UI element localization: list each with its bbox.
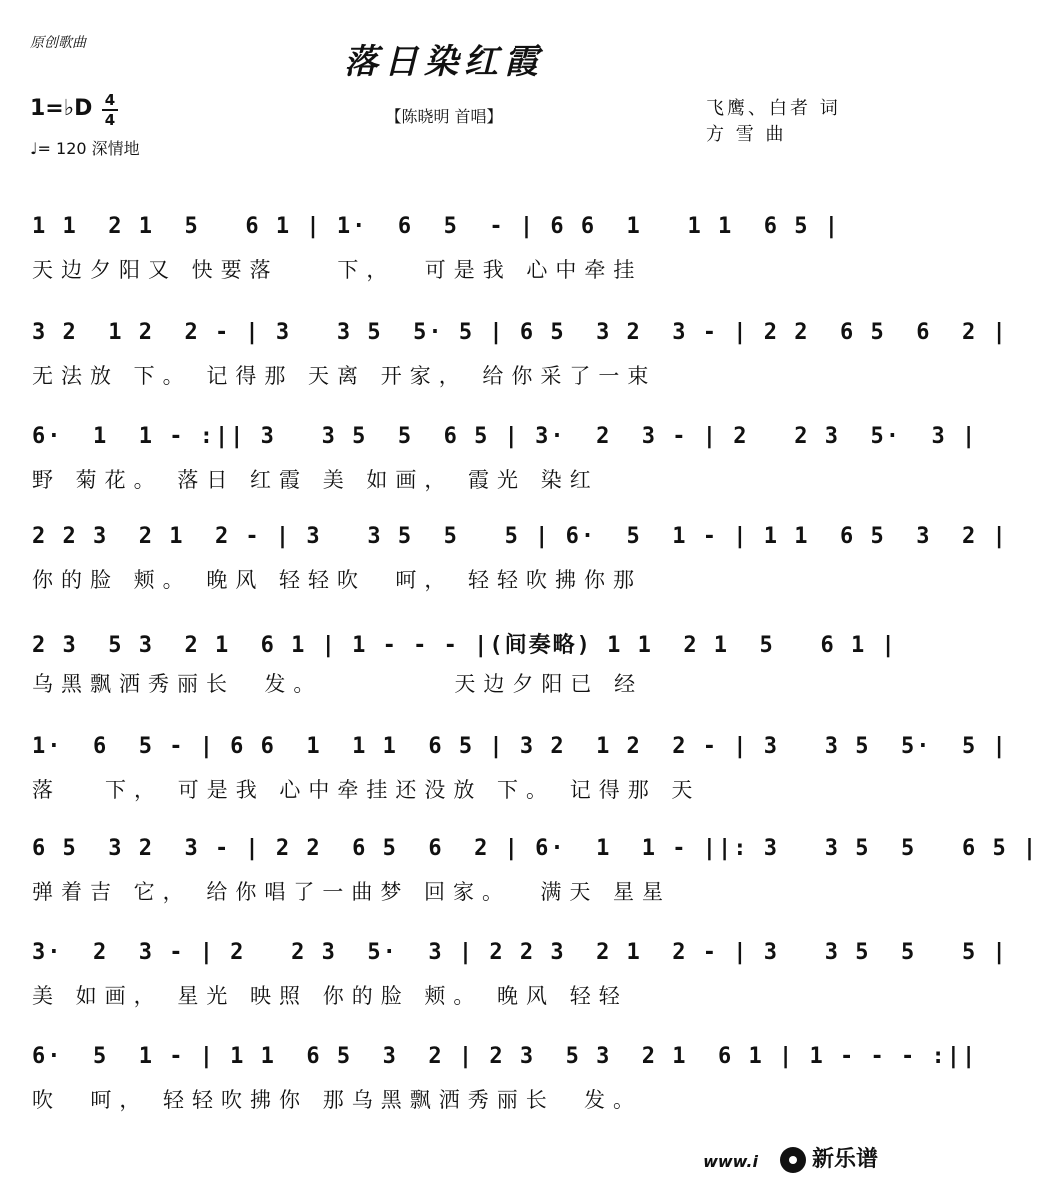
key-signature: 1=♭D	[30, 96, 93, 121]
notation-line: 3· 2 3 - | 2 2 3 5· 3 | 2 2 3 2 1 2 - | 3 3 5 5 5 |	[32, 940, 1008, 965]
system-4	[0, 524, 1008, 624]
system-5	[0, 628, 897, 728]
notation-line: 1 1 2 1 5 6 1 | 1· 6 5 - | 6 6 1 1 1 6 5 |	[32, 214, 840, 239]
notation-line: 6· 1 1 - :|| 3 3 5 5 6 5 | 3· 2 3 - | 2 2 3 5· 3 |	[32, 424, 978, 449]
lyrics-line: 弹着吉 它， 给你唱了一曲梦 回家。 满天 星星	[32, 880, 672, 904]
lyrics-line: 野 菊花。 落日 红霞 美 如画， 霞光 染红	[32, 468, 599, 492]
footer-url: www.i	[703, 1152, 758, 1171]
lyrics-line: 乌黑飘洒秀丽长 发。 天边夕阳已 经	[32, 672, 644, 696]
notation-line: 6 5 3 2 3 - | 2 2 6 5 6 2 | 6· 1 1 - ||: 3 3 5 5 6 5 |	[32, 836, 1038, 861]
notation-line: 3 2 1 2 2 - | 3 3 5 5· 5 | 6 5 3 2 3 - | 2 2 6 5 6 2 |	[32, 320, 1008, 345]
system-3	[0, 424, 978, 524]
lyrics-line: 无法放 下。 记得那 天离 开家， 给你采了一束	[32, 364, 657, 388]
footer-logo	[780, 1142, 878, 1173]
header-tag: 原创歌曲	[30, 35, 86, 51]
notation-line: 2 3 5 3 2 1 6 1 | 1 - - - |(间奏略) 1 1 2 1 5 6 1 |	[32, 633, 897, 658]
system-8	[0, 940, 1008, 1040]
notation-line: 6· 5 1 - | 1 1 6 5 3 2 | 2 3 5 3 2 1 6 1 | 1 - - - :||	[32, 1044, 978, 1069]
time-signature-bottom: 4	[104, 111, 116, 129]
system-1	[0, 214, 888, 314]
system-7	[0, 836, 1038, 936]
composer-credit: 方 雪 曲	[706, 124, 787, 145]
disc-icon	[780, 1147, 806, 1173]
tempo-marking: ♩= 120 深情地	[30, 139, 140, 158]
system-2	[0, 320, 1008, 420]
footer-logo-text: 新乐谱	[811, 1147, 878, 1172]
time-signature-top: 4	[104, 91, 116, 109]
lyrics-line: 天边夕阳又 快要落 下， 可是我 心中牵挂	[32, 258, 643, 282]
lyricist-credit: 飞鹰、白者 词	[706, 98, 841, 119]
notation-line: 2 2 3 2 1 2 - | 3 3 5 5 5 | 6· 5 1 - | 1 1 6 5 3 2 |	[32, 524, 1008, 549]
lyrics-line: 美 如画， 星光 映照 你的脸 颊。 晚风 轻轻	[32, 984, 628, 1008]
lyrics-line: 落 下， 可是我 心中牵挂还没放 下。 记得那 天	[32, 778, 701, 802]
lyrics-line: 你的脸 颊。 晚风 轻轻吹 呵， 轻轻吹拂你那	[32, 568, 643, 592]
page-title: 落日染红霞	[344, 42, 544, 82]
system-6	[0, 734, 1008, 834]
singer-credit: 【陈晓明 首唱】	[385, 107, 503, 126]
system-9	[0, 1044, 978, 1144]
lyrics-line: 吹 呵， 轻轻吹拂你 那乌黑飘洒秀丽长 发。	[32, 1088, 643, 1112]
notation-line: 1· 6 5 - | 6 6 1 1 1 6 5 | 3 2 1 2 2 - | 3 3 5 5· 5 |	[32, 734, 1008, 759]
